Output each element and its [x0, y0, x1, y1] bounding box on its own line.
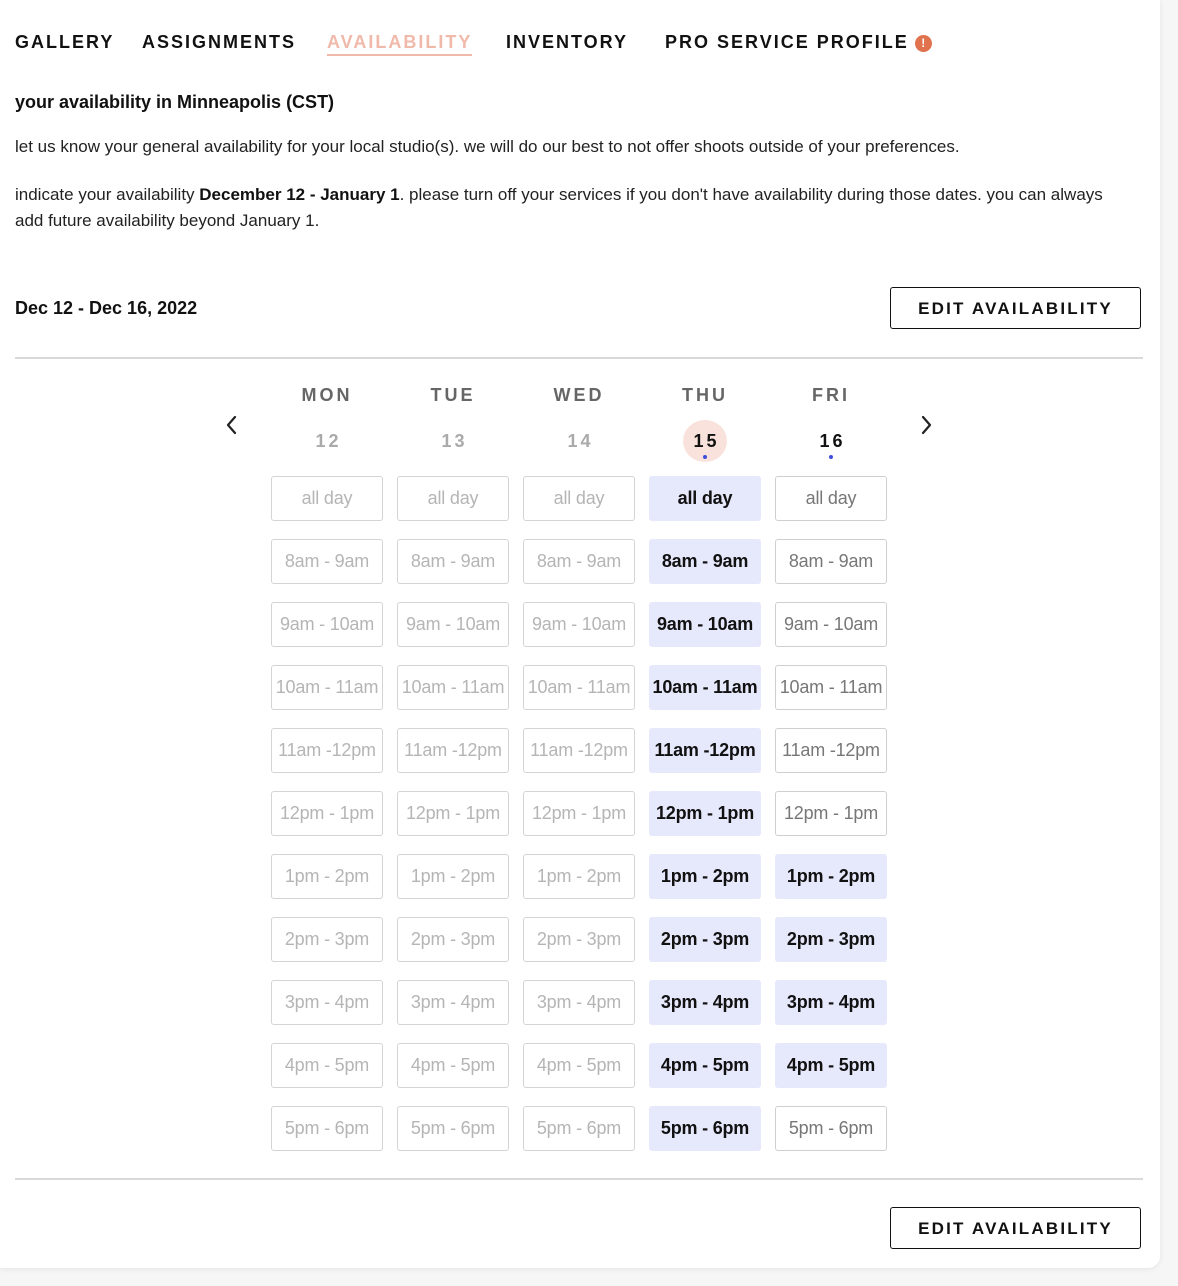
day-date[interactable]: 13 [441, 431, 468, 451]
day-date[interactable]: 14 [567, 431, 594, 451]
time-slot-button[interactable]: 1pm - 2pm [523, 854, 635, 899]
time-slot-button[interactable]: 12pm - 1pm [523, 791, 635, 836]
time-slot-button[interactable]: 9am - 10am [397, 602, 509, 647]
intro-text: let us know your general availability for your local studio(s). we will do our best to not offer shoots outside of your preferences. [15, 137, 960, 156]
time-slot-button[interactable]: 5pm - 6pm [775, 1106, 887, 1151]
time-slot-button[interactable]: 8am - 9am [271, 539, 383, 584]
time-slot-button[interactable]: 3pm - 4pm [775, 980, 887, 1025]
time-slot-button[interactable]: 1pm - 2pm [397, 854, 509, 899]
time-slot-button[interactable]: 2pm - 3pm [775, 917, 887, 962]
time-slot-button[interactable]: all day [271, 476, 383, 521]
time-slot-button[interactable]: 10am - 11am [397, 665, 509, 710]
edit-availability-button[interactable]: EDIT AVAILABILITY [890, 287, 1141, 329]
day-name: FRI [812, 385, 850, 405]
divider [15, 1178, 1143, 1180]
time-slot-button[interactable]: 9am - 10am [523, 602, 635, 647]
tab-inventory[interactable]: INVENTORY [506, 32, 629, 52]
time-slot-button[interactable]: 12pm - 1pm [271, 791, 383, 836]
time-slot-button[interactable]: 11am -12pm [523, 728, 635, 773]
time-slot-button[interactable]: 9am - 10am [775, 602, 887, 647]
time-slot-button[interactable]: 11am -12pm [775, 728, 887, 773]
time-slot-button[interactable]: 2pm - 3pm [523, 917, 635, 962]
edit-availability-button-bottom[interactable]: EDIT AVAILABILITY [890, 1207, 1141, 1249]
day-date-wrap [397, 420, 509, 462]
tab-availability[interactable]: AVAILABILITY [327, 30, 472, 54]
time-slot-button[interactable]: 5pm - 6pm [397, 1106, 509, 1151]
day-date[interactable]: 16 [819, 431, 846, 451]
time-slot-button[interactable]: all day [523, 476, 635, 521]
time-slot-button[interactable]: 10am - 11am [523, 665, 635, 710]
day-date[interactable]: 12 [315, 431, 342, 451]
time-slot-button[interactable]: 5pm - 6pm [649, 1106, 761, 1151]
time-slot-button[interactable]: 11am -12pm [397, 728, 509, 773]
time-slot-button[interactable]: 4pm - 5pm [775, 1043, 887, 1088]
time-slot-button[interactable]: all day [649, 476, 761, 521]
time-slot-button[interactable]: 4pm - 5pm [397, 1043, 509, 1088]
day-name: THU [682, 385, 728, 405]
day-name: TUE [430, 385, 476, 405]
time-slot-button[interactable]: 10am - 11am [649, 665, 761, 710]
time-slot-button[interactable]: 9am - 10am [649, 602, 761, 647]
day-date-wrap [271, 420, 383, 462]
time-slot-button[interactable]: 3pm - 4pm [523, 980, 635, 1025]
today-date[interactable]: 15 [683, 420, 727, 462]
week-range: Dec 12 - Dec 16, 2022 [15, 298, 198, 318]
time-slot-button[interactable]: 10am - 11am [271, 665, 383, 710]
day-date-wrap [649, 420, 761, 462]
time-slot-button[interactable]: 12pm - 1pm [397, 791, 509, 836]
time-slot-button[interactable]: 11am -12pm [271, 728, 383, 773]
chevron-right-icon[interactable] [914, 413, 938, 437]
time-slot-button[interactable]: 12pm - 1pm [649, 791, 761, 836]
availability-card [0, 258, 1160, 1268]
time-slot-button[interactable]: 8am - 9am [649, 539, 761, 584]
time-slot-button[interactable]: 3pm - 4pm [271, 980, 383, 1025]
tab-pro-service-profile[interactable]: PRO SERVICE PROFILE ! [665, 30, 932, 54]
date-marker-dot [703, 455, 707, 459]
exclamation-icon: ! [915, 35, 932, 52]
date-marker-dot [829, 455, 833, 459]
notice-dates: December 12 - January 1 [199, 185, 400, 204]
time-slot-button[interactable]: 11am -12pm [649, 728, 761, 773]
time-slot-button[interactable]: 3pm - 4pm [649, 980, 761, 1025]
time-slot-button[interactable]: 8am - 9am [397, 539, 509, 584]
day-name: MON [301, 385, 353, 405]
time-slot-button[interactable]: 4pm - 5pm [271, 1043, 383, 1088]
page-title: your availability in Minneapolis (CST) [15, 92, 335, 112]
time-slot-button[interactable]: 5pm - 6pm [271, 1106, 383, 1151]
time-slot-button[interactable]: 10am - 11am [775, 665, 887, 710]
time-slot-button[interactable]: 8am - 9am [523, 539, 635, 584]
time-slot-button[interactable]: 2pm - 3pm [649, 917, 761, 962]
time-slot-button[interactable]: 12pm - 1pm [775, 791, 887, 836]
time-slot-button[interactable]: all day [397, 476, 509, 521]
chevron-left-icon[interactable] [220, 413, 244, 437]
time-slot-button[interactable]: 4pm - 5pm [649, 1043, 761, 1088]
time-slot-button[interactable]: 1pm - 2pm [775, 854, 887, 899]
time-slot-button[interactable]: 2pm - 3pm [397, 917, 509, 962]
day-date-wrap [523, 420, 635, 462]
time-slot-button[interactable]: 2pm - 3pm [271, 917, 383, 962]
tab-assignments[interactable]: ASSIGNMENTS [142, 32, 297, 52]
time-slot-button[interactable]: 4pm - 5pm [523, 1043, 635, 1088]
time-slot-button[interactable]: 1pm - 2pm [649, 854, 761, 899]
time-slot-button[interactable]: 8am - 9am [775, 539, 887, 584]
day-name: WED [553, 385, 605, 405]
time-slot-button[interactable]: 3pm - 4pm [397, 980, 509, 1025]
tab-gallery[interactable]: GALLERY [15, 32, 115, 52]
divider [15, 357, 1143, 359]
availability-notice: indicate your availability December 12 - January 1. please turn off your services if you don't have availability during those dates. you can always add future availability beyond January 1. [15, 185, 1103, 230]
time-slot-button[interactable]: 1pm - 2pm [271, 854, 383, 899]
time-slot-button[interactable]: 5pm - 6pm [523, 1106, 635, 1151]
time-slot-button[interactable]: 9am - 10am [271, 602, 383, 647]
time-slot-button[interactable]: all day [775, 476, 887, 521]
day-date-wrap [775, 420, 887, 462]
